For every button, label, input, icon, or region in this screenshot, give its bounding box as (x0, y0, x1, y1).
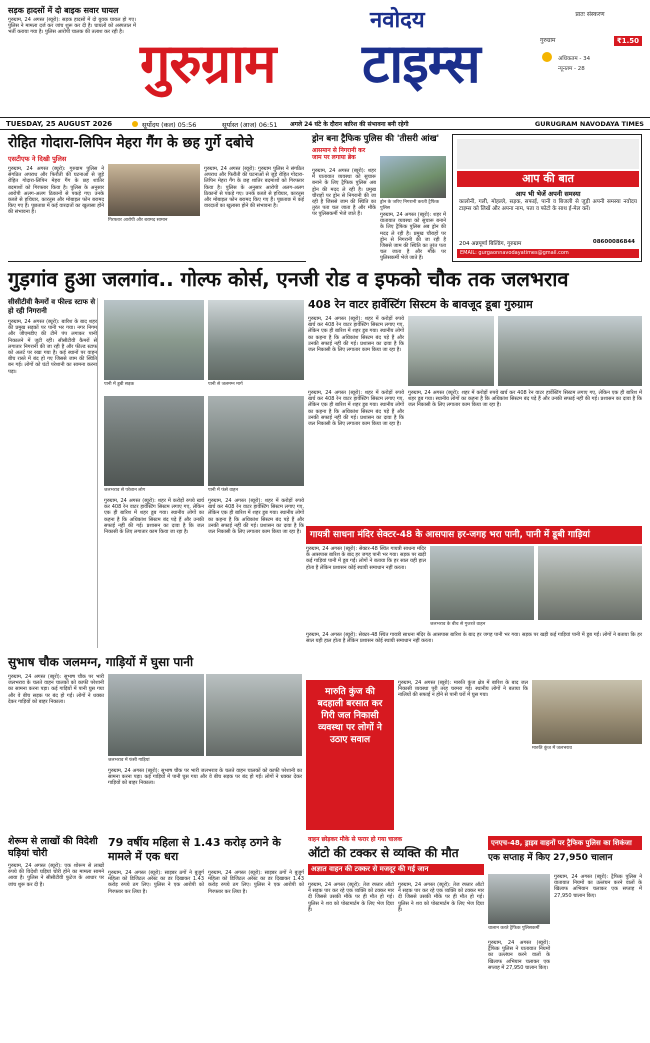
sidebar-head: सीसीटीवी कैमरों व फील्ड स्टाफ से हो रही निगरानी (8, 298, 96, 315)
story-408-body: गुरुग्राम, 24 अगस्त (ब्यूरो): शहर में करोड़ों रुपये खर्च कर 408 रेन वाटर हार्वेस्टिंग सिस्टम लगाए गए, लेकिन एक ही बारिश में शहर डूब गया। स्थानीय लोगों का कहना है कि अधिकांश सिस्टम बंद पड़े हैं और उनकी सफाई नहीं की गई। प्रशासन का दावा है कि जल निकासी के लिए लगातार काम किया जा रहा है। (308, 316, 404, 354)
gayatri-headline: गायत्री साधना मंदिर सेक्टर-48 के आसपास हर-जगह भरा पानी, पानी में डूबी गाड़ियां (306, 526, 642, 544)
sunset-text: सूर्यास्त (आज) 06:51 (222, 121, 278, 129)
aap-subtitle: आप भी भेजें अपनी समस्या (515, 190, 581, 198)
traffic-photo (488, 874, 550, 924)
vahan-kicker: अज्ञात वाहन की टक्कर से मजदूर की गई जान (308, 864, 484, 875)
quote-box (306, 680, 394, 830)
price-badge: ₹1.50 (614, 36, 642, 46)
weather-min: न्यूनतम - 28 (558, 66, 585, 72)
gayatri-body: गुरुग्राम, 24 अगस्त (ब्यूरो): सेक्टर-48 स्थित गायत्री साधना मंदिर के आसपास बारिश के बाद हर जगह पानी भर गया। सड़क पर खड़ी कई गाड़ियां पानी में डूब गईं। लोगों ने बताया कि हर साल यही हाल होता है लेकिन प्रशासन कोई स्थायी समाधान नहीं करता। (306, 546, 426, 571)
flood-caption-3: जलभराव से परेशान लोग (104, 488, 146, 493)
drone-body-2: गुरुग्राम, 24 अगस्त (ब्यूरो): शहर में यातायात व्यवस्था को सुचारू बनाने के लिए ट्रैफिक पुलिस अब ड्रोन की मदद ले रही है। प्रमुख चौराहों पर ड्रोन से निगरानी की जा रही है जिससे जाम की स्थिति का तुरंत पता चल जाता है और मौके पर पुलिसकर्मी भेजे जाते हैं। (380, 212, 446, 262)
flood-photo-2 (208, 300, 304, 380)
weather-city: गुरुग्राम (540, 37, 556, 44)
story-traffic (488, 836, 642, 1036)
top-left-story (8, 6, 136, 110)
drone-body: गुरुग्राम, 24 अगस्त (ब्यूरो): शहर में यातायात व्यवस्था को सुचारू बनाने के लिए ट्रैफिक पुलिस अब ड्रोन की मदद ले रही है। प्रमुख चौराहों पर ड्रोन से निगरानी की जा रही है जिससे जाम की स्थिति का तुरंत पता चल जाता है और मौके पर पुलिसकर्मी भेजे जाते हैं। (312, 168, 376, 218)
top-left-headline: सड़क हादसों में दो बाइक सवार घायल (8, 6, 119, 15)
gang-body-2: गुरुग्राम, 24 अगस्त (ब्यूरो): गुरुग्राम पुलिस ने संगठित अपराध और फिरौती की घटनाओं से जुड़े रोहित गोदारा-लिपिन मेहरा गैंग के छह शातिर बदमाशों को गिरफ्तार किया है। पुलिस के अनुसार आरोपी अलग-अलग ठिकानों से पकड़े गए। उनके कब्जे से हथियार, कारतूस और मोबाइल फोन बरामद किए गए हैं। पूछताछ में कई वारदातों का खुलासा होने की संभावना है। (204, 166, 304, 210)
aap-title: आप की बात (457, 171, 639, 187)
flood-photo-5 (104, 396, 204, 486)
top-left-text: गुरुग्राम, 24 अगस्त (ब्यूरो): सड़क हादसों में दो युवक घायल हो गए। पुलिस ने मामला दर्ज कर जांच शुरू कर दी है। घायलों को अस्पताल में भर्ती कराया गया है। पुलिस आरोपी चालक की तलाश कर रही है। (8, 17, 136, 36)
sidebar-body: गुरुग्राम, 24 अगस्त (ब्यूरो): बारिश के बाद शहर की प्रमुख सड़कों पर पानी भर गया। नगर निगम और जीएमडीए की टीमें पंप लगाकर पानी निकालने में जुटी रहीं। सीसीटीवी कैमरों से लगातार निगरानी की जा रही है और फील्ड स्टाफ को अलर्ट पर रखा गया है। कई स्थानों पर वाहन बीच रास्ते में बंद हो गए जिससे जाम की स्थिति बन गई। लोगों को घंटों परेशानी का सामना करना पड़ा। (8, 319, 97, 375)
drone-headline: ड्रोन बना ट्रैफिक पुलिस की 'तीसरी आंख' (312, 134, 440, 144)
traffic-caption: चालान करते ट्रैफिक पुलिसकर्मी (488, 926, 540, 931)
flood-caption-2: पानी से जलमग्न मार्ग (208, 382, 243, 387)
aap-ki-baat-box (452, 134, 642, 262)
gayatri-photo-2 (538, 546, 642, 620)
story-gayatri (306, 546, 642, 678)
flood-photo-1 (104, 300, 204, 380)
subhash-photo-1 (108, 674, 204, 756)
traffic-body-2: गुरुग्राम, 24 अगस्त (ब्यूरो): ट्रैफिक पुलिस ने यातायात नियमों का उल्लंघन करने वालों के खिलाफ अभियान चलाकर एक सप्ताह में 27,950 चालान किए। (488, 940, 550, 971)
edition-box (536, 10, 644, 110)
sunrise-icon (132, 121, 138, 127)
brand-right-word: टाइम्स (362, 32, 480, 95)
maruti-photo (532, 680, 642, 744)
story-408-body-5: गुरुग्राम, 24 अगस्त (ब्यूरो): शहर में करोड़ों रुपये खर्च कर 408 रेन वाटर हार्वेस्टिंग सिस्टम लगाए गए, लेकिन एक ही बारिश में शहर डूब गया। स्थानीय लोगों का कहना है कि अधिकांश सिस्टम बंद पड़े हैं और उनकी सफाई नहीं की गई। प्रशासन का दावा है कि जल निकासी के लिए लगातार काम किया जा रहा है। (308, 390, 404, 428)
drone-caption: ड्रोन के जरिए निगरानी करती ट्रैफिक पुलिस (380, 200, 439, 211)
flood-caption-4: पानी में फंसे वाहन (208, 488, 239, 493)
story-79-headline: 79 वर्षीय महिला से 1.43 करोड़ ठगने के मामले में एक धरा (108, 836, 281, 863)
banner-sidebar (8, 298, 98, 648)
sharam-body: गुरुग्राम, 24 अगस्त (ब्यूरो): एक शोरूम से लाखों रुपये की विदेशी घड़ियां चोरी होने का मामला सामने आया है। पुलिस ने सीसीटीवी फुटेज के आधार पर जांच शुरू कर दी है। (8, 863, 104, 888)
masthead (0, 0, 650, 116)
quote-text: मारुति कुंज की बदहाली बरसात कर गिरी जल निकासी व्यवस्था पर लोगों ने उठाए सवाल (317, 687, 383, 745)
vahan-headline: ऑटो की टक्कर से व्यक्ति की मौत (308, 846, 459, 860)
flood-photo-6 (208, 396, 304, 486)
subhash-body-2: गुरुग्राम, 24 अगस्त (ब्यूरो): सुभाष चौक पर भारी जलभराव के चलते वाहन चालकों को काफी परेशानी का सामना करना पड़ा। कई गाड़ियों में पानी घुस गया और वे बीच सड़क पर बंद हो गईं। लोगों ने धक्का देकर गाड़ियों को बाहर निकाला। (108, 768, 302, 787)
aap-email: EMAIL: gurgaonnavodayatimes@gmail.com (457, 249, 639, 258)
story-maruti (398, 680, 642, 830)
date-text: TUESDAY, 25 AUGUST 2026 (6, 120, 113, 128)
traffic-body: गुरुग्राम, 24 अगस्त (ब्यूरो): ट्रैफिक पुलिस ने यातायात नियमों का उल्लंघन करने वालों के खिलाफ अभियान चलाकर एक सप्ताह में 27,950 चालान किए। (554, 874, 642, 899)
subhash-body: गुरुग्राम, 24 अगस्त (ब्यूरो): सुभाष चौक पर भारी जलभराव के चलते वाहन चालकों को काफी परेशानी का सामना करना पड़ा। कई गाड़ियों में पानी घुस गया और वे बीच सड़क पर बंद हो गईं। लोगों ने धक्का देकर गाड़ियों को बाहर निकाला। (8, 674, 104, 705)
gang-headline: रोहित गोदारा-लिपिन मेहरा गैंग के छह गुर्गे दबोचे (8, 135, 254, 151)
subhash-photo-2 (206, 674, 302, 756)
story-408-headline: 408 रेन वाटर हार्वेस्टिंग सिस्टम के बावजूद डूबा गुरुग्राम (308, 298, 533, 311)
aap-body: कालोनी, गली, मोहल्ले, सड़क, सफाई, पानी व बिजली से जुड़ी अपनी समस्या नवोदय टाइम्स को लिखें और अपना नाम, पता व फोटो के साथ ई-मेल करें। (459, 199, 637, 212)
brand-top-word: नवोदय (370, 8, 425, 33)
gang-subhead: एसटीएफ ने दिखी पुलिस (8, 155, 67, 163)
vahan-body-2: गुरुग्राम, 24 अगस्त (ब्यूरो): तेज रफ्तार ऑटो ने सड़क पार कर रहे एक व्यक्ति को टक्कर मार दी जिससे उसकी मौके पर ही मौत हो गई। पुलिस ने शव को पोस्टमार्टम के लिए भेज दिया है। (398, 882, 484, 913)
drone-photo (380, 156, 446, 198)
vahan-subhead: वाहन छोड़कर मौके से फरार हो गया चालक (308, 836, 403, 843)
story-79-body: गुरुग्राम, 24 अगस्त (ब्यूरो): साइबर ठगों ने बुजुर्ग महिला को डिजिटल अरेस्ट का डर दिखाकर 1.43 करोड़ रुपये ठग लिए। पुलिस ने एक आरोपी को गिरफ्तार कर लिया है। (108, 870, 204, 895)
gayatri-body-2: गुरुग्राम, 24 अगस्त (ब्यूरो): सेक्टर-48 स्थित गायत्री साधना मंदिर के आसपास बारिश के बाद हर जगह पानी भर गया। सड़क पर खड़ी कई गाड़ियां पानी में डूब गईं। लोगों ने बताया कि हर साल यही हाल होता है लेकिन प्रशासन कोई स्थायी समाधान नहीं करता। (306, 632, 642, 645)
flood-photo-4 (498, 316, 642, 386)
story-vahan (308, 836, 484, 1036)
maruti-body: गुरुग्राम, 24 अगस्त (ब्यूरो): मारुति कुंज क्षेत्र में बारिश के बाद जल निकासी व्यवस्था पूरी तरह चरमरा गई। स्थानीय लोगों ने बताया कि नालियों की सफाई न होने से पानी घरों में घुस गया। (398, 680, 528, 699)
gayatri-caption: जलभराव के बीच से गुजरते वाहन (430, 622, 486, 627)
flood-photo-3 (408, 316, 494, 386)
traffic-kicker: एक सप्ताह में किए 27,950 चालान (488, 853, 613, 863)
sharam-headline: शेरूम से लाखों की विदेशी घड़ियां चोरी (8, 836, 98, 859)
gang-photo (108, 164, 200, 216)
date-bar (0, 117, 650, 130)
weather-max: अधिकतम - 34 (558, 56, 591, 62)
story-sharam (8, 836, 104, 1036)
story-408-body-4: गुरुग्राम, 24 अगस्त (ब्यूरो): शहर में करोड़ों रुपये खर्च कर 408 रेन वाटर हार्वेस्टिंग सिस्टम लगाए गए, लेकिन एक ही बारिश में शहर डूब गया। स्थानीय लोगों का कहना है कि अधिकांश सिस्टम बंद पड़े हैं और उनकी सफाई नहीं की गई। प्रशासन का दावा है कि जल निकासी के लिए लगातार काम किया जा रहा है। (208, 498, 304, 536)
flood-caption-1: पानी में डूबी सड़क (104, 382, 135, 387)
aap-address: 204 अन्नपूर्णा बिल्डिंग, गुरुग्राम (459, 241, 522, 247)
banner-headline: गुड़गांव हुआ जलगांव.. गोल्फ कोर्स, एनजी रोड व इफको चौक तक जलभराव (8, 267, 569, 291)
drone-subhead: आसमान से निगरानी कर जाम पर लगाया ब्रेक (312, 147, 366, 161)
weather-sun-icon (542, 52, 552, 62)
subhash-caption: जलभराव में फंसी गाड़ियां (108, 758, 150, 763)
story-79 (108, 836, 304, 1036)
story-gang (8, 134, 306, 262)
gang-caption: गिरफ्तार आरोपी और बरामद सामान (108, 218, 168, 223)
paper-name: GURUGRAM NAVODAYA TIMES (534, 120, 644, 128)
aap-phone: 08600086844 (592, 239, 635, 245)
vahan-body: गुरुग्राम, 24 अगस्त (ब्यूरो): तेज रफ्तार ऑटो ने सड़क पार कर रहे एक व्यक्ति को टक्कर मार दी जिससे उसकी मौके पर ही मौत हो गई। पुलिस ने शव को पोस्टमार्टम के लिए भेज दिया है। (308, 882, 394, 913)
story-subhash (8, 674, 302, 834)
story-79-body-2: गुरुग्राम, 24 अगस्त (ब्यूरो): साइबर ठगों ने बुजुर्ग महिला को डिजिटल अरेस्ट का डर दिखाकर 1.43 करोड़ रुपये ठग लिए। पुलिस ने एक आरोपी को गिरफ्तार कर लिया है। (208, 870, 304, 895)
gang-body: गुरुग्राम, 24 अगस्त (ब्यूरो): गुरुग्राम पुलिस ने संगठित अपराध और फिरौती की घटनाओं से जुड़े रोहित गोदारा-लिपिन मेहरा गैंग के छह शातिर बदमाशों को गिरफ्तार किया है। पुलिस के अनुसार आरोपी अलग-अलग ठिकानों से पकड़े गए। उनके कब्जे से हथियार, कारतूस और मोबाइल फोन बरामद किए गए हैं। पूछताछ में कई वारदातों का खुलासा होने की संभावना है। (8, 166, 104, 216)
sunrise-text: सूर्योदय (कल) 05:56 (142, 121, 197, 129)
brand-left-word: गुरुग्राम (140, 32, 276, 95)
gayatri-photo-1 (430, 546, 534, 620)
maruti-caption: मारुति कुंज में जलभराव (532, 746, 572, 751)
story-408-body-3: गुरुग्राम, 24 अगस्त (ब्यूरो): शहर में करोड़ों रुपये खर्च कर 408 रेन वाटर हार्वेस्टिंग सिस्टम लगाए गए, लेकिन एक ही बारिश में शहर डूब गया। स्थानीय लोगों का कहना है कि अधिकांश सिस्टम बंद पड़े हैं और उनकी सफाई नहीं की गई। प्रशासन का दावा है कि जल निकासी के लिए लगातार काम किया जा रहा है। (104, 498, 204, 536)
subhash-headline: सुभाष चौक जलमग्न, गाड़ियों में घुसा पानी (8, 655, 194, 669)
edition-label: प्रातः संस्करण (575, 11, 605, 18)
story-drone (312, 134, 448, 262)
forecast-strip: अगले 24 घंटे के दौरान बारिश की संभावना बनी रहेगी (284, 118, 415, 129)
traffic-headline: एनएच-48, ड्राइव वाहनों पर ट्रैफिक पुलिस का शिकंजा (488, 836, 642, 850)
aap-illustration (457, 139, 639, 169)
story-408-body-2: गुरुग्राम, 24 अगस्त (ब्यूरो): शहर में करोड़ों रुपये खर्च कर 408 रेन वाटर हार्वेस्टिंग सिस्टम लगाए गए, लेकिन एक ही बारिश में शहर डूब गया। स्थानीय लोगों का कहना है कि अधिकांश सिस्टम बंद पड़े हैं और उनकी सफाई नहीं की गई। प्रशासन का दावा है कि जल निकासी के लिए लगातार काम किया जा रहा है। (408, 390, 642, 409)
brand-block (140, 4, 530, 112)
